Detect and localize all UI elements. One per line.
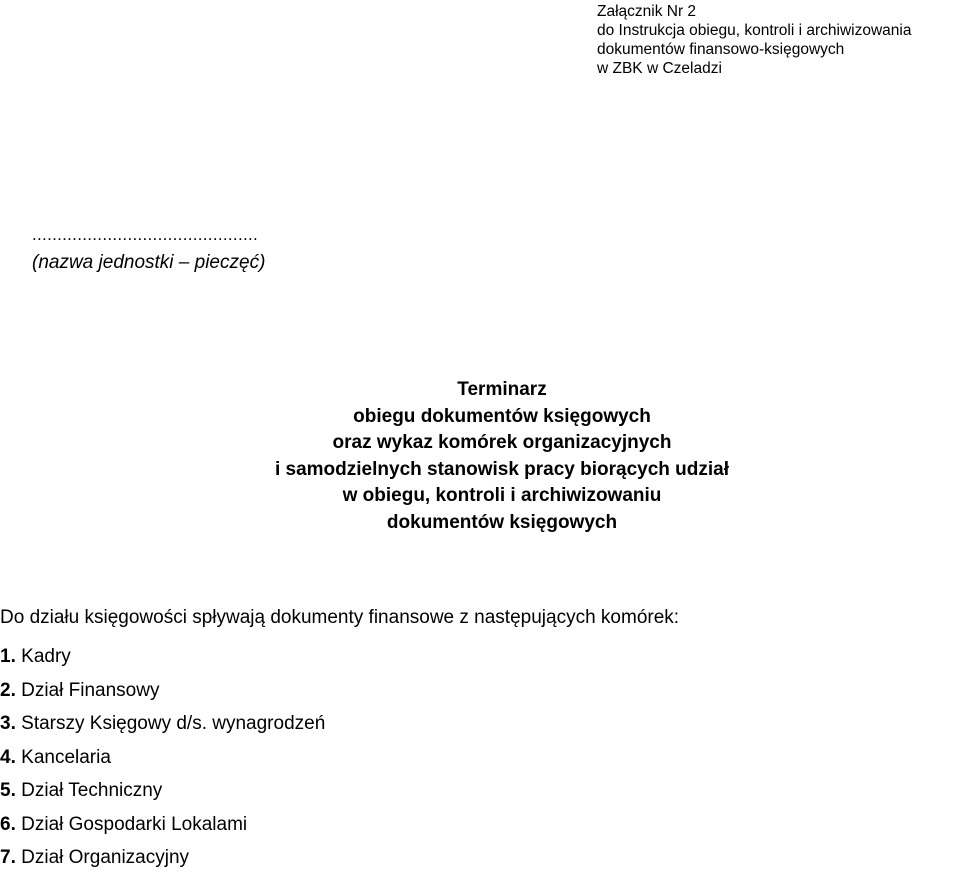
item-name: Dział Techniczny	[21, 780, 163, 801]
item-name: Starszy Księgowy d/s. wynagrodzeń	[21, 713, 326, 734]
list-item	[0, 841, 325, 875]
annex-line-1: Załącznik Nr 2	[597, 3, 697, 20]
annex-header	[597, 2, 911, 78]
item-number: 7.	[0, 847, 16, 868]
title-line-5: w obiegu, kontroli i archiwizowaniu	[342, 485, 662, 506]
title-line-4: i samodzielnych stanowisk pracy biorących udział	[274, 458, 730, 480]
item-number: 4.	[0, 746, 16, 768]
item-name: Dział Gospodarki Lokalami	[21, 813, 248, 835]
annex-line-4: w ZBK w Czeladzi	[597, 60, 722, 77]
list-item	[0, 808, 325, 842]
list-item	[0, 774, 325, 808]
title-line-2: obiegu dokumentów księgowych	[353, 405, 651, 427]
list-item	[0, 707, 325, 741]
document-title	[0, 377, 960, 536]
item-name: Kadry	[21, 646, 71, 667]
title-line-1: Terminarz	[457, 379, 547, 400]
list-item	[0, 674, 325, 708]
units-list	[0, 640, 325, 875]
item-number: 3.	[0, 713, 16, 734]
intro-text: Do działu księgowości spływają dokumenty finansowe z następujących komórek:	[0, 607, 680, 628]
stamp-placeholder-dots: .............................................	[32, 225, 259, 244]
stamp-label: (nazwa jednostki – pieczęć)	[32, 252, 266, 273]
title-line-3: oraz wykaz komórek organizacyjnych	[332, 432, 672, 453]
item-name: Dział Organizacyjny	[21, 847, 190, 868]
annex-line-3: dokumentów finansowo-księgowych	[597, 41, 845, 58]
item-name: Kancelaria	[21, 746, 111, 768]
list-item	[0, 640, 325, 674]
title-line-6: dokumentów księgowych	[386, 511, 618, 533]
item-number: 1.	[0, 646, 16, 667]
list-item	[0, 741, 325, 775]
annex-line-2: do Instrukcja obiegu, kontroli i archiwizowania	[597, 22, 912, 39]
item-number: 6.	[0, 813, 16, 835]
item-number: 2.	[0, 679, 16, 701]
item-name: Dział Finansowy	[21, 679, 160, 701]
item-number: 5.	[0, 780, 16, 801]
